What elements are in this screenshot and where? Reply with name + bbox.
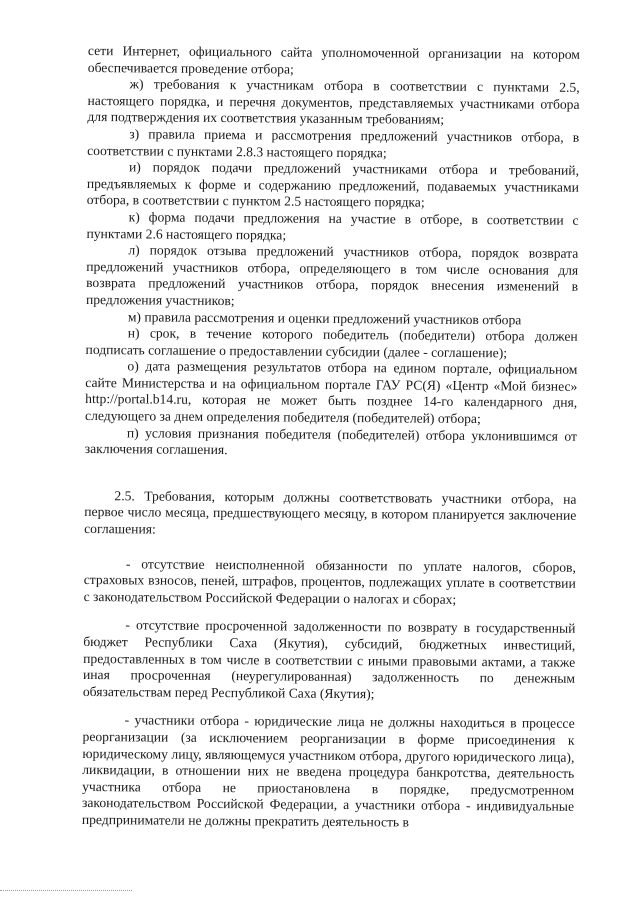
paragraph-item-i: и) порядок подачи предложений участниками отбора и требований, предъявляемых к форме и содержанию предложений, подаваемых участниками отбора, в соответствии с пунктом 2.5 настоящего порядка; [86, 159, 580, 210]
paragraph-continuation: сети Интернет, официального сайта уполномоченной организации на котором обеспечивается проведение отбора; [87, 43, 580, 77]
paragraph-item-l: л) порядок отзыва предложений участников отбора, порядок возврата предложений участников отбора, определяющего в том числе основания для возврата предложений участников отбора, порядок внесения изменений в предложения участников; [85, 242, 579, 309]
document-body [82, 43, 580, 832]
paragraph-item-z: з) правила приема и рассмотрения предложений участников отбора, в соответствии с пунктами 2.8.3 настоящего порядка; [87, 126, 580, 160]
paragraph-item-m: м) правила рассмотрения и оценки предложений участников отбора [127, 308, 522, 327]
paragraph-item-k: к) форма подачи предложения на участие в отборе, в соответствии с пунктами 2.6 настоящего порядка; [86, 209, 579, 243]
paragraph-requirement-reorganization: - участники отбора - юридические лица не должны находиться в процессе реорганизации (за исключением реорганизации в форме присоединения к юридическому лицу, являющемуся участником отбора, другого юридического лица), ликвидации, в отношении них не введена процедура банкротства, деятельность участника отбора не приостановлена в порядке, предусмотренном законодательством Российской Федерации, а участники отбора - индивидуальные предприниматели не должны прекратить деятельность в [81, 712, 575, 830]
paragraph-item-p: п) условия признания победителя (победителей) отбора уклонившимся от заключения соглашения. [84, 424, 577, 458]
scan-artifact-line [0, 890, 132, 891]
paragraph-requirement-taxes: - отсутствие неисполненной обязанности по уплате налогов, сборов, страховых взносов, пеней, штрафов, процентов, подлежащих уплате в соответствии с законодательством Российской Федерации о налогах и сборах; [83, 555, 576, 607]
paragraph-requirement-debt: - отсутствие просроченной задолженности по возврату в государственный бюджет Республики Саха (Якутия), субсидий, бюджетных инвестиций, предоставленных в том числе в соответствии с иными правовыми актами, а также иная просроченная (неурегулированная) задолженность по денежным обязательствам перед Республикой Саха (Якутия); [82, 617, 576, 702]
paragraph-item-zh: ж) требования к участникам отбора в соответствии с пунктами 2.5, настоящего порядка, и перечня документов, представляемых участниками отбора для подтверждения их соответствия указанным требованиям; [87, 76, 580, 128]
paragraph-section-2-5: 2.5. Требования, которым должны соответствовать участники отбора, на первое число месяца, предшествующего месяцу, в котором планируется заключение соглашения: [84, 488, 577, 537]
paragraph-item-o: о) дата размещения результатов отбора на едином портале, официальном сайте Министерства и на официальном портале ГАУ РС(Я) «Центр «Мой бизнес» http://portal.b14.ru, которая не может быть позднее 14-го календарного дня, следующего за днем определения победителя (победителей) отбора; [85, 358, 578, 427]
paragraph-item-n: н) срок, в течение которого победитель (победители) отбора должен подписать соглашение о предоставлении субсидии (далее - соглашение); [85, 325, 578, 360]
